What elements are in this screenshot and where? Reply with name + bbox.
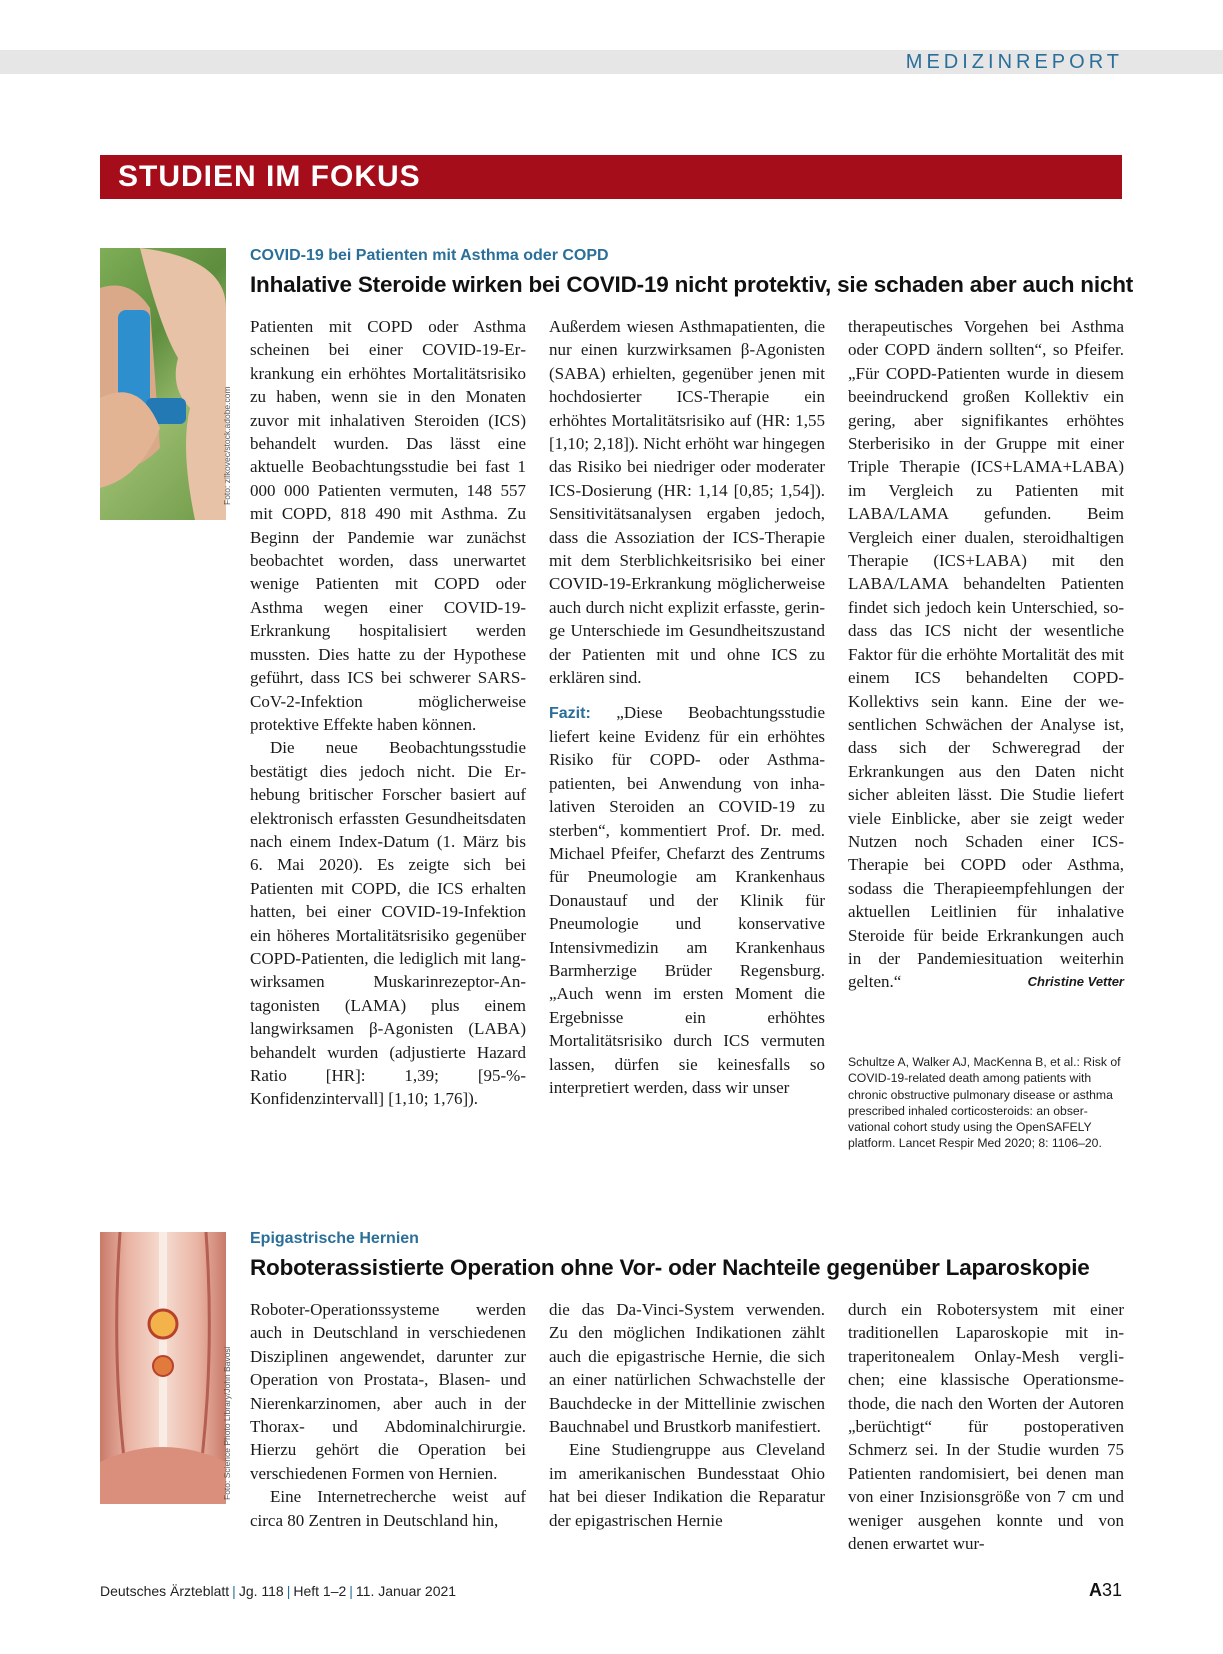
page-prefix: A xyxy=(1088,1580,1102,1600)
section-banner xyxy=(100,155,1122,199)
author-name: Christine Vetter xyxy=(1027,974,1124,990)
issue: Heft 1–2 xyxy=(293,1583,347,1599)
page-digits: 31 xyxy=(1101,1580,1122,1600)
hernia-illustration xyxy=(100,1232,226,1504)
article-headline: Inhalative Steroide wirken bei COVID-19 nicht protektiv, sie schaden aber auch nicht xyxy=(250,272,1134,297)
paragraph: Patienten mit COPD oder Asthma scheinen bei einer COVID-19-Erkrankung ein erhöhtes Mortalitätsrisiko zu haben, wenn sie in den Monaten zuvor mit inhalativen Steroiden (ICS) behandelt wurden. Das lässt eine aktuelle Beobachtungsstudie bei fast 1 000 000 Patienten vermuten, 148 557 mit COPD, 818 490 mit Asthma. Zu Beginn der Pandemie war zunächst beobachtet worden, dass unerwartet wenige Patienten mit COPD oder Asthma wegen einer COVID-19-Erkrankung hospitalisiert werden mussten. Dies hatte zu der Hypothese geführt, dass ICS bei schwerer SARS-CoV-2-Infektion möglicherweise protektive Effekte haben können. xyxy=(250,317,526,734)
fazit-text: „Diese Beobachtungsstudie liefert keine Evidenz für ein erhöhtes Risiko für COPD- oder Asthmapatienten, bei Anwendung von inhalativen Steroiden an COVID-19 zu sterben“, kommentiert Prof. Dr. med. Michael Pfeifer, Chefarzt des Zentrums für Pneumologie am Krankenhaus Donaustauf und der Klinik für Pneumologie und konservative Intensivmedizin am Krankenhaus Barmherzige Brüder Regensburg. „Auch wenn im ersten Moment die Ergebnisse ein erhöhtes Mortalitätsrisiko durch ICS vermuten lassen, dürfen sie keinesfalls so interpretiert werden, dass wir unser xyxy=(549,702,825,1097)
abdominal-wall-illustration xyxy=(100,1232,226,1504)
article-kicker: Epigastrische Hernien xyxy=(250,1230,419,1247)
photo-credit: Foto: zilkovec/stock.adobe.com xyxy=(222,386,232,505)
inhaler-illustration xyxy=(100,248,226,520)
separator: | xyxy=(232,1583,236,1599)
issue-date: 11. Januar 2021 xyxy=(355,1583,457,1599)
paragraph: Eine Internetrecherche weist auf circa 80 Zentren in Deutschland hin, xyxy=(250,1487,526,1530)
article-column-3 xyxy=(848,1298,1124,1555)
article-kicker: COVID-19 bei Patienten mit Asthma oder COPD xyxy=(250,247,609,264)
paragraph: Eine Studiengruppe aus Cleveland im amerikanischen Bundesstaat Ohio hat bei dieser Indikation die Reparatur der epigastrischen Hernie xyxy=(549,1440,825,1530)
photo-credit: Foto: Science Photo Library/John Bavosi xyxy=(222,1346,232,1500)
paragraph-text: therapeutisches Vorgehen bei Asthma oder COPD ändern sollten“, so Pfeifer. „Für COPD-Patienten wurde in diesem beeindruckend großen Kollektiv ein gering, aber signifikantes erhöhtes Sterberisiko in der Gruppe mit einer Triple Therapie (ICS+LAMA+LABA) im Vergleich zu Patienten mit LABA/LAMA gefunden. Beim Vergleich einer dualen, steroidhaltigen Therapie (ICS+LABA) mit den LABA/LAMA behandelten Patienten findet sich jedoch kein Unterschied, sodass das ICS nicht der wesentliche Faktor für die erhöhte Mortalität des mit einem ICS behandelten COPD-Kollektivs sein kann. Eine der wesentlichen Schwächen der Analyse ist, dass sich der Schweregrad der Erkrankungen aus den Daten nicht sicher ableiten lässt. Die Studie liefert viele Einblicke, aber sie zeigt weder Nutzen noch Schaden einer ICS-Therapie bei COPD oder Asthma, sodass die Therapieempfehlungen der aktuellen Leitlinien für inhalative Steroide für beide Erkrankungen auch in der Pandemiesituation weiterhin gelten.“ xyxy=(848,317,1124,992)
section-label: MEDIZINREPORT xyxy=(905,51,1123,73)
separator: | xyxy=(349,1583,353,1599)
article-column-1 xyxy=(250,1298,526,1532)
paragraph xyxy=(848,315,1124,994)
journal-name: Deutsches Ärzteblatt xyxy=(100,1583,230,1599)
paragraph: durch ein Robotersystem mit einer traditionellen Laparoskopie mit intraperitonealem Onlay-Mesh verglichen; eine klassische Operationsmethode, die nach den Worten der Autoren „berüchtigt“ für postoperativen Schmerz sei. In der Studie wurden 75 Patienten randomisiert, bei denen man von einer Inzisionsgröße von 7 cm und weniger ausgehen konnte und von denen erwartet wur- xyxy=(848,1300,1124,1554)
article-column-1 xyxy=(250,315,526,1111)
article-column-3 xyxy=(848,315,1124,994)
page-number xyxy=(1089,1580,1122,1601)
paragraph: die das Da-Vinci-System verwenden. Zu den möglichen Indikationen zählt auch die epigastrische Hernie, die sich an einer natürlichen Schwachstelle der Bauchdecke in der Mittellinie zwischen Bauchnabel und Brustkorb manifestiert. xyxy=(549,1300,825,1437)
article-headline: Roboterassistierte Operation ohne Vor- oder Nachteile gegenüber Laparoskopie xyxy=(250,1255,1090,1280)
paragraph: Die neue Beobachtungsstudie bestätigt dies jedoch nicht. Die Erhebung britischer Forscher basiert auf elektronisch erfassten Gesundheitsdaten nach einem Index-Datum (1. März bis 6. Mai 2020). Es zeigte sich bei Patienten mit COPD, die ICS erhalten hatten, bei einer COVID-19-Infektion ein höheres Mortalitätsrisiko gegenüber COPD-Patienten, die lediglich mit langwirksamen Muskarinrezeptor-Antagonisten (LAMA) plus einem langwirksamen β-Agonisten (LABA) behandelt wurden (adjustierte Hazard Ratio [HR]: 1,39; [95-%-Konfidenzintervall] [1,10; 1,76]). xyxy=(250,738,526,1109)
article-column-2 xyxy=(549,315,825,1099)
fazit-paragraph xyxy=(549,701,825,1100)
article-column-2 xyxy=(549,1298,825,1532)
separator: | xyxy=(286,1583,291,1599)
volume: Jg. 118 xyxy=(238,1583,284,1599)
paragraph: Außerdem wiesen Asthmapatienten, die nur einen kurzwirksamen β-Agonisten (SABA) erhielten, gegenüber jenen mit hochdosierter ICS-Therapie ein erhöhtes Mortalitätsrisiko auf (HR: 1,55 [1,10; 2,18]). Nicht erhöht war hingegen das Risiko bei niedriger oder moderater ICS-Dosierung (HR: 1,14 [0,85; 1,54]). Sensitivitätsanalysen ergaben jedoch, dass die Assoziation der ICS-Therapie mit dem Sterblichkeitsrisiko bei einer COVID-19-Erkrankung möglicherweise auch durch nicht explizit erfasste, geringe Unterschiede im Gesundheitszustand der Patienten mit und ohne ICS zu erklären sind. xyxy=(549,317,825,688)
footer-citation xyxy=(100,1583,456,1599)
reference-citation: Schultze A, Walker AJ, MacKenna B, et al.: Risk of COVID-19-related death among patients with chronic obstructive pulmonary disease or asthma prescribed inhaled corticosteroids: an observational cohort study using the OpenSAFELY platform. Lancet Respir Med 2020; 8: 1106–20. xyxy=(848,1055,1121,1151)
inhaler-photo xyxy=(100,248,226,520)
paragraph: Roboter-Operationssysteme werden auch in Deutschland in verschiedenen Disziplinen angewendet, darunter zur Operation von Prostata-, Blasen- und Nierenkarzinomen, aber auch in der Thorax- und Abdominalchirurgie. Hierzu gehört die Operation bei verschiedenen Formen von Hernien. xyxy=(250,1300,526,1483)
fazit-label: Fazit: xyxy=(549,704,591,722)
banner-title: STUDIEN IM FOKUS xyxy=(118,160,421,193)
